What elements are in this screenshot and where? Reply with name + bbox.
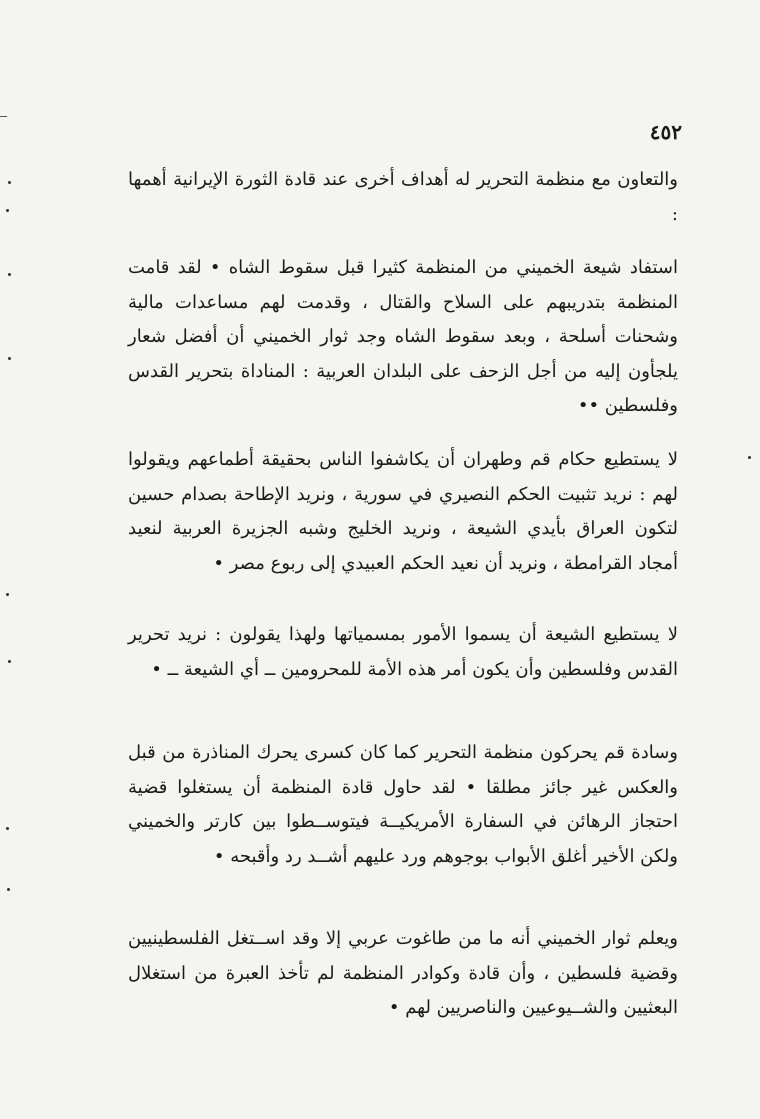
scan-dot xyxy=(6,827,9,830)
paragraph-6: ويعلم ثوار الخميني أنه ما من طاغوت عربي إلا وقد اســتغل الفلسطينيين وقضية فلسطين ، وأن قادة وكوادر المنظمة لم تأخذ العبرة من استغلال البعثيين والشــيوعيين والناصريين لهم • xyxy=(128,928,678,1018)
scan-dot xyxy=(8,660,11,663)
paragraph-4: لا يستطيع الشيعة أن يسموا الأمور بمسمياتها ولهذا يقولون : نريد تحرير القدس وفلسطين وأن يكون أمر هذه الأمة للمحرومين ــ أي الشيعة ــ • xyxy=(128,624,678,680)
scan-dot xyxy=(6,209,9,212)
scan-dot xyxy=(7,888,10,891)
paragraph-5: وسادة قم يحركون منظمة التحرير كما كان كسرى يحرك المناذرة من قبل والعكس غير جائز مطلقا • لقد حاول قادة المنظمة أن يستغلوا قضية احتجاز الرهائن في السفارة الأمريكيــة فيتوســطوا بين كارتر والخميني ولكن الأخير أغلق الأبواب بوجوهم ورد عليهم أشــد رد وأقبحه • xyxy=(128,742,678,867)
scan-dot xyxy=(8,357,11,360)
scan-dot xyxy=(6,593,9,596)
page-number: ٤٥٢ xyxy=(649,120,682,144)
scan-dot xyxy=(8,273,11,276)
scan-dot xyxy=(8,181,11,184)
paragraph-3: لا يستطيع حكام قم وطهران أن يكاشفوا الناس بحقيقة أطماعهم ويقولوا لهم : نريد تثبيت الحكم النصيري في سورية ، ونريد الإطاحة بصدام حسين لتكون العراق بأيدي الشيعة ، ونريد الخليج وشبه الجزيرة العربية لنعيد أمجاد القرامطة ، ونريد أن نعيد الحكم العبيدي إلى ربوع مصر • xyxy=(128,449,678,574)
paragraph-1: والتعاون مع منظمة التحرير له أهداف أخرى عند قادة الثورة الإيرانية أهمها : xyxy=(128,169,678,225)
scan-dot xyxy=(748,456,751,459)
scan-edge-mark xyxy=(0,116,7,117)
paragraph-2: استفاد شيعة الخميني من المنظمة كثيرا قبل سقوط الشاه • لقد قامت المنظمة بتدريبهم على السلاح والقتال ، وقدمت لهم مساعدات مالية وشحنات أسلحة ، وبعد سقوط الشاه وجد ثوار الخميني أن أفضل شعار يلجأون إليه من أجل الزحف على البلدان العربية : المناداة بتحرير القدس وفلسطين •• xyxy=(128,257,678,416)
